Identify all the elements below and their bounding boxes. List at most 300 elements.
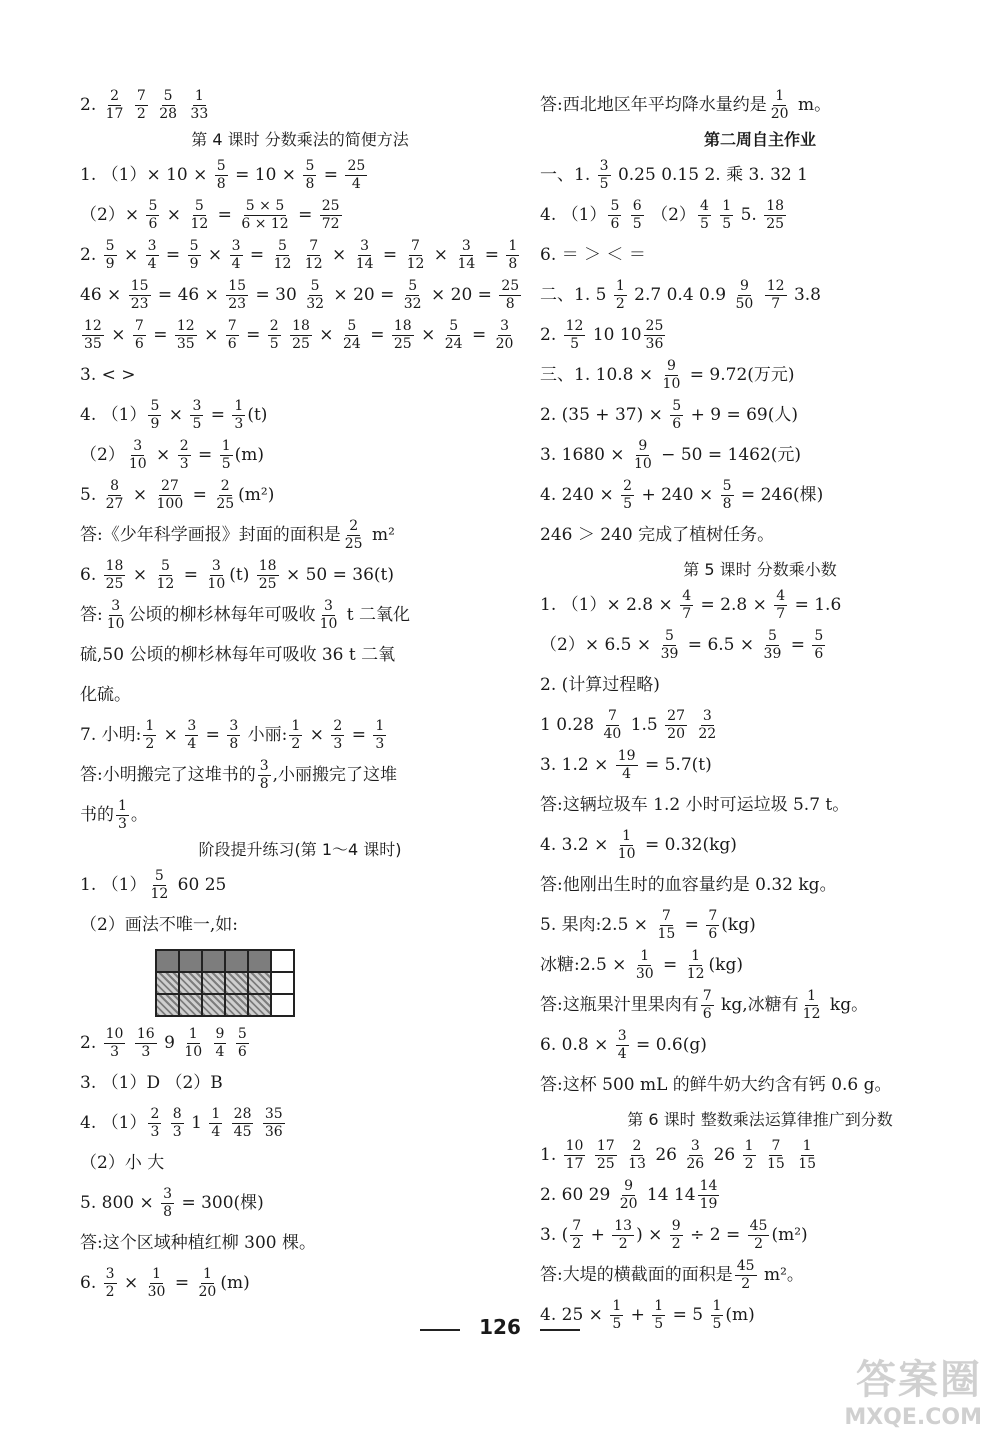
answer-text: × xyxy=(202,245,228,265)
answer-text: 化硫。 xyxy=(80,685,131,705)
answer-text: = xyxy=(147,325,173,345)
denominator: 4 xyxy=(215,1044,225,1060)
section-heading: 阶段提升练习(第 1～4 课时) xyxy=(198,840,402,859)
fraction xyxy=(570,1218,583,1253)
answer-text: 10 10 xyxy=(587,325,642,345)
numerator: 45 xyxy=(736,1258,755,1274)
answer-text: 3. （1）D （2）B xyxy=(80,1073,223,1093)
answer-text: = xyxy=(244,245,270,265)
denominator: 5 xyxy=(712,1316,722,1332)
answer-line xyxy=(540,585,980,625)
numerator: 8 xyxy=(110,478,119,494)
answer-line xyxy=(80,755,520,795)
denominator: 30 xyxy=(635,966,654,982)
answer-text: （2）× xyxy=(80,205,145,225)
answer-text: 硫,50 公顷的柳杉林每年可吸收 36 t 二氧 xyxy=(80,645,396,665)
numerator: 2 xyxy=(349,518,359,534)
fraction xyxy=(655,908,677,943)
numerator: 18 xyxy=(393,318,412,334)
answer-text: m²。 xyxy=(758,1265,804,1285)
answer-line xyxy=(80,795,520,835)
answer-text: (m) xyxy=(234,445,265,465)
denominator: 7 xyxy=(682,606,692,622)
answer-text: (t) xyxy=(247,405,268,425)
answer-text: = 5 xyxy=(667,1305,709,1325)
numerator: 2 xyxy=(623,478,633,494)
grid-cell xyxy=(271,950,294,972)
numerator: 5 xyxy=(154,868,164,884)
answer-text xyxy=(758,1145,763,1165)
answer-text: = xyxy=(466,325,492,345)
answer-text: = 5.7(t) xyxy=(639,755,712,775)
numerator: 5 xyxy=(194,198,204,214)
denominator: 28 xyxy=(159,106,178,122)
denominator: 25 xyxy=(344,536,363,552)
denominator: 4 xyxy=(622,766,632,782)
answer-text: = 2.8 × xyxy=(695,595,773,615)
answer-text: = xyxy=(200,725,226,745)
numerator: 1 xyxy=(640,948,650,964)
answer-line xyxy=(540,155,980,195)
fraction xyxy=(214,478,236,513)
denominator: 10 xyxy=(633,456,652,472)
fraction xyxy=(765,1138,787,1173)
answer-text xyxy=(295,245,300,265)
answer-line xyxy=(80,1183,520,1223)
numerator: 1 xyxy=(118,798,127,814)
fraction xyxy=(303,158,316,193)
answer-text: 答:这个区域种植红柳 300 棵。 xyxy=(80,1233,316,1253)
answer-text: 4. 25 × xyxy=(540,1305,609,1325)
answer-text: 3. ( xyxy=(540,1225,569,1245)
denominator: 3 xyxy=(234,416,244,432)
answer-line xyxy=(540,1255,980,1295)
right-column xyxy=(540,85,980,1335)
answer-text: 2. xyxy=(80,245,102,265)
fraction xyxy=(135,1026,157,1061)
numerator: 5 xyxy=(814,628,824,644)
grid-cell xyxy=(202,950,225,972)
denominator: 7 xyxy=(776,606,786,622)
denominator: 10 xyxy=(128,456,147,472)
denominator: 33 xyxy=(190,106,209,122)
fraction xyxy=(220,438,233,473)
answer-text: 5. xyxy=(735,205,763,225)
numerator: 3 xyxy=(192,398,202,414)
denominator: 3 xyxy=(150,1124,160,1140)
denominator: 12 xyxy=(190,216,209,232)
numerator: 5 xyxy=(148,198,158,214)
numerator: 1 xyxy=(145,718,155,734)
answer-text: 2. xyxy=(540,325,562,345)
answer-line xyxy=(80,715,520,755)
answer-text: 4. （1） xyxy=(540,205,607,225)
denominator: 4 xyxy=(231,256,241,272)
fraction xyxy=(129,278,151,313)
answer-text: 3. < > xyxy=(80,365,136,385)
answer-text: = 30 xyxy=(250,285,303,305)
fraction xyxy=(188,88,210,123)
denominator: 3 xyxy=(141,1044,151,1060)
fraction xyxy=(665,708,687,743)
fraction xyxy=(769,88,791,123)
numerator: 3 xyxy=(324,598,333,614)
answer-text: 答:大堤的横截面的面积是 xyxy=(540,1265,733,1285)
answer-line xyxy=(80,905,520,945)
numerator: 3 xyxy=(187,718,197,734)
answer-text: × xyxy=(415,325,441,345)
answer-text: 0.25 0.15 2. 乘 3. 32 1 xyxy=(612,165,808,185)
answer-line xyxy=(80,475,520,515)
fraction xyxy=(135,88,148,123)
numerator: 4 xyxy=(699,198,709,214)
fraction xyxy=(185,718,198,753)
answer-text: （2） xyxy=(645,205,696,225)
fraction xyxy=(659,628,681,663)
fraction xyxy=(564,318,586,353)
numerator: 7 xyxy=(411,238,420,254)
numerator: 5 xyxy=(672,398,682,414)
denominator: 36 xyxy=(645,336,664,352)
numerator: 1 xyxy=(807,988,817,1004)
numerator: 10 xyxy=(105,1026,124,1042)
answer-text: 5. xyxy=(80,485,102,505)
denominator: 8 xyxy=(163,1204,173,1220)
fraction xyxy=(146,198,159,233)
answer-text: 1. （1）× 2.8 × xyxy=(540,595,679,615)
footer-rule-right xyxy=(540,1329,580,1331)
answer-line xyxy=(80,315,520,355)
fraction xyxy=(345,158,367,193)
answer-line xyxy=(540,355,980,395)
answer-line xyxy=(80,1223,520,1263)
fraction xyxy=(318,598,340,633)
answer-line xyxy=(80,1063,520,1103)
answer-text: = xyxy=(318,165,344,185)
numerator: 3 xyxy=(500,318,510,334)
fraction xyxy=(104,1026,126,1061)
denominator: 10 xyxy=(184,1044,203,1060)
fraction xyxy=(331,718,344,753)
fraction xyxy=(133,318,146,353)
answer-text: 答:西北地区年平均降水量约是 xyxy=(540,95,767,115)
fraction xyxy=(762,628,784,663)
answer-text: 小丽: xyxy=(242,725,288,745)
watermark-url: MXQE.COM xyxy=(844,1405,982,1430)
numerator: 3 xyxy=(105,1266,115,1282)
numerator: 3 xyxy=(599,158,609,174)
answer-line xyxy=(540,275,980,315)
answer-text: 5. 果肉:2.5 × xyxy=(540,915,654,935)
numerator: 1 xyxy=(291,718,301,734)
numerator: 1 xyxy=(654,1298,664,1314)
fraction xyxy=(239,198,290,233)
answer-text: 一、1. xyxy=(540,165,596,185)
answer-text xyxy=(789,1145,794,1165)
denominator: 50 xyxy=(735,296,754,312)
numerator: 1 xyxy=(152,1266,161,1282)
watermark-logo: 答案圈 xyxy=(856,1357,982,1403)
answer-text: 7. 小明: xyxy=(80,725,142,745)
fraction xyxy=(564,1138,586,1173)
answer-text xyxy=(127,95,132,115)
numerator: 15 xyxy=(228,278,247,294)
answer-text: 6. xyxy=(80,565,102,585)
answer-text: （2）小 大 xyxy=(80,1153,165,1173)
fraction xyxy=(232,1106,254,1141)
denominator: 20 xyxy=(770,106,789,122)
denominator: 20 xyxy=(495,336,514,352)
answer-text: 6. 0.8 × xyxy=(540,1035,614,1055)
answer-line xyxy=(80,1103,520,1143)
denominator: 10 xyxy=(207,576,226,592)
numerator: 4 xyxy=(682,588,692,604)
fraction xyxy=(148,868,170,903)
answer-text: 冰糖:2.5 × xyxy=(540,955,632,975)
answer-text: × xyxy=(118,245,144,265)
answer-text: = 1.6 xyxy=(789,595,842,615)
fraction xyxy=(148,398,161,433)
fraction xyxy=(634,948,656,983)
watermark xyxy=(844,1348,982,1430)
numerator: 5 xyxy=(665,628,674,644)
numerator: 12 xyxy=(84,318,102,334)
denominator: 5 xyxy=(654,1316,664,1332)
answer-line xyxy=(540,785,980,825)
answer-text: 1 xyxy=(185,1113,208,1133)
answer-text: 答:这杯 500 mL 的鲜牛奶大约含有钙 0.6 g。 xyxy=(540,1075,892,1095)
fraction xyxy=(146,1266,168,1301)
answer-text: = xyxy=(178,565,204,585)
answer-text: (m²) xyxy=(238,485,275,505)
fraction xyxy=(227,718,240,753)
numerator: 5 xyxy=(722,478,732,494)
numerator: 7 xyxy=(607,708,617,724)
denominator: 39 xyxy=(660,646,679,662)
answer-text: 1 0.28 xyxy=(540,715,600,735)
answer-text: × xyxy=(105,325,131,345)
denominator: 5 xyxy=(269,336,279,352)
denominator: 12 xyxy=(150,886,169,902)
answer-text: 1.5 xyxy=(625,715,664,735)
denominator: 30 xyxy=(147,1284,166,1300)
answer-line xyxy=(540,905,980,945)
answer-line xyxy=(80,355,520,395)
grid-cell xyxy=(248,950,271,972)
fraction xyxy=(698,198,711,233)
fraction xyxy=(801,988,823,1023)
denominator: 3 xyxy=(375,736,385,752)
fraction xyxy=(734,278,756,313)
numerator: 45 xyxy=(749,1218,768,1234)
fraction xyxy=(626,1138,648,1173)
answer-text: × xyxy=(163,405,189,425)
numerator: 1 xyxy=(622,828,632,844)
page-footer xyxy=(0,1315,1000,1339)
numerator: 5 xyxy=(150,398,160,414)
denominator: 6 xyxy=(702,1006,712,1022)
numerator: 5 xyxy=(408,278,418,294)
numerator: 2 xyxy=(220,478,230,494)
fraction xyxy=(263,1106,285,1141)
fraction xyxy=(616,748,638,783)
answer-text: = xyxy=(679,915,705,935)
denominator: 25 xyxy=(292,336,310,352)
grid-cell xyxy=(271,994,294,1016)
denominator: 10 xyxy=(319,616,338,632)
fraction xyxy=(188,198,210,233)
grid-cell xyxy=(202,972,225,994)
numerator: 2 xyxy=(179,438,189,454)
denominator: 6 xyxy=(134,336,144,352)
fraction xyxy=(698,1178,720,1213)
fraction xyxy=(684,1138,706,1173)
answer-text: = 6.5 × xyxy=(682,635,760,655)
answer-text: 答:《少年科学画报》封面的面积是 xyxy=(80,525,341,545)
answer-line xyxy=(540,945,980,985)
answer-text: 6. xyxy=(80,1273,102,1293)
answer-text: 46 × xyxy=(80,285,127,305)
fraction xyxy=(143,718,156,753)
fraction xyxy=(670,1218,683,1253)
numerator: 1 xyxy=(234,398,244,414)
denominator: 5 xyxy=(699,216,709,232)
denominator: 6 xyxy=(814,646,824,662)
answer-text: 2. xyxy=(80,1033,102,1053)
fraction xyxy=(182,1026,204,1061)
fraction xyxy=(455,238,477,273)
denominator: 3 xyxy=(118,816,127,832)
numerator: 9 xyxy=(624,1178,634,1194)
answer-line xyxy=(80,195,520,235)
numerator: 12 xyxy=(766,278,785,294)
numerator: 16 xyxy=(136,1026,155,1042)
denominator: 6 xyxy=(672,416,682,432)
answer-line xyxy=(80,85,520,125)
numerator: 2 xyxy=(269,318,279,334)
fraction xyxy=(774,588,787,623)
answer-line xyxy=(80,865,520,905)
answer-text: + 9 = 69(人) xyxy=(685,405,799,425)
fraction xyxy=(320,198,342,233)
fraction xyxy=(205,558,227,593)
denominator: 5 xyxy=(632,216,642,232)
fraction xyxy=(618,1178,640,1213)
denominator: 2 xyxy=(671,1236,681,1252)
denominator: 25 xyxy=(393,336,412,352)
numerator: 9 xyxy=(671,1218,681,1234)
numerator: 1 xyxy=(615,278,625,294)
answer-text: = 300(棵) xyxy=(176,1193,264,1213)
numerator: 1 xyxy=(202,1266,212,1282)
grid-cell xyxy=(179,950,202,972)
fraction xyxy=(175,318,197,353)
denominator: 6 xyxy=(148,216,158,232)
fraction xyxy=(706,908,719,943)
answer-text: + xyxy=(585,1225,611,1245)
answer-text: 1. xyxy=(540,1145,562,1165)
answer-text: = xyxy=(377,245,403,265)
answer-line xyxy=(540,235,980,275)
answer-text: 4. 3.2 × xyxy=(540,835,614,855)
denominator: 100 xyxy=(156,496,184,512)
answer-text: (t) xyxy=(229,565,255,585)
numerator: 14 xyxy=(699,1178,718,1194)
numerator: 7 xyxy=(309,238,319,254)
answer-line xyxy=(540,475,980,515)
denominator: 32 xyxy=(403,296,422,312)
numerator: 3 xyxy=(461,238,471,254)
fraction xyxy=(304,278,326,313)
fraction xyxy=(598,158,611,193)
denominator: 20 xyxy=(619,1196,638,1212)
answer-text xyxy=(757,285,762,305)
numerator: 12 xyxy=(176,318,195,334)
denominator: 12 xyxy=(304,256,323,272)
denominator: 12 xyxy=(802,1006,821,1022)
denominator: 27 xyxy=(105,496,124,512)
answer-text: 6. ＝ ＞ ＜ ＝ xyxy=(540,245,646,265)
answer-text xyxy=(224,1113,229,1133)
footer-rule-left xyxy=(420,1329,460,1331)
answer-line xyxy=(80,395,520,435)
numerator: 5 xyxy=(160,558,170,574)
answer-text: × 50 = 36(t) xyxy=(280,565,395,585)
fraction xyxy=(595,1138,617,1173)
answer-line xyxy=(80,515,520,555)
answer-line xyxy=(540,865,980,905)
numerator: 5 xyxy=(189,238,199,254)
answer-text: 。 xyxy=(130,805,148,825)
denominator: 12 xyxy=(406,256,425,272)
answer-line xyxy=(540,315,980,355)
answer-text: ,小丽搬完了这堆 xyxy=(272,765,398,785)
fraction xyxy=(232,398,245,433)
numerator: 3 xyxy=(133,438,143,454)
answer-text: × xyxy=(150,445,176,465)
answer-line xyxy=(540,825,980,865)
numerator: 9 xyxy=(666,358,676,374)
numerator: 1 xyxy=(722,198,732,214)
numerator: 17 xyxy=(596,1138,615,1154)
numerator: 3 xyxy=(690,1138,700,1154)
denominator: 12 xyxy=(273,256,292,272)
fraction xyxy=(621,478,634,513)
answer-text: 2.7 0.4 0.9 xyxy=(628,285,732,305)
numerator: 3 xyxy=(617,1028,627,1044)
answer-line xyxy=(540,195,980,235)
answer-text: 2. (计算过程略) xyxy=(540,675,660,695)
fraction xyxy=(720,198,733,233)
denominator: 4 xyxy=(351,176,361,192)
fraction xyxy=(506,238,519,273)
numerator: 25 xyxy=(347,158,366,174)
answer-text: × xyxy=(161,205,187,225)
fraction xyxy=(289,718,302,753)
answer-line xyxy=(80,635,520,675)
answer-text: 三、1. 10.8 × xyxy=(540,365,659,385)
answer-text: = xyxy=(364,325,390,345)
answer-text: （2）× 6.5 × xyxy=(540,635,657,655)
numerator: 13 xyxy=(614,1218,633,1234)
grid-cell xyxy=(225,950,248,972)
answer-text: 书的 xyxy=(80,805,114,825)
denominator: 5 xyxy=(599,176,609,192)
answer-text: − 50 = 1462(元) xyxy=(655,445,802,465)
answer-text: = xyxy=(192,445,218,465)
fraction xyxy=(303,238,325,273)
numerator: 5 xyxy=(216,158,226,174)
